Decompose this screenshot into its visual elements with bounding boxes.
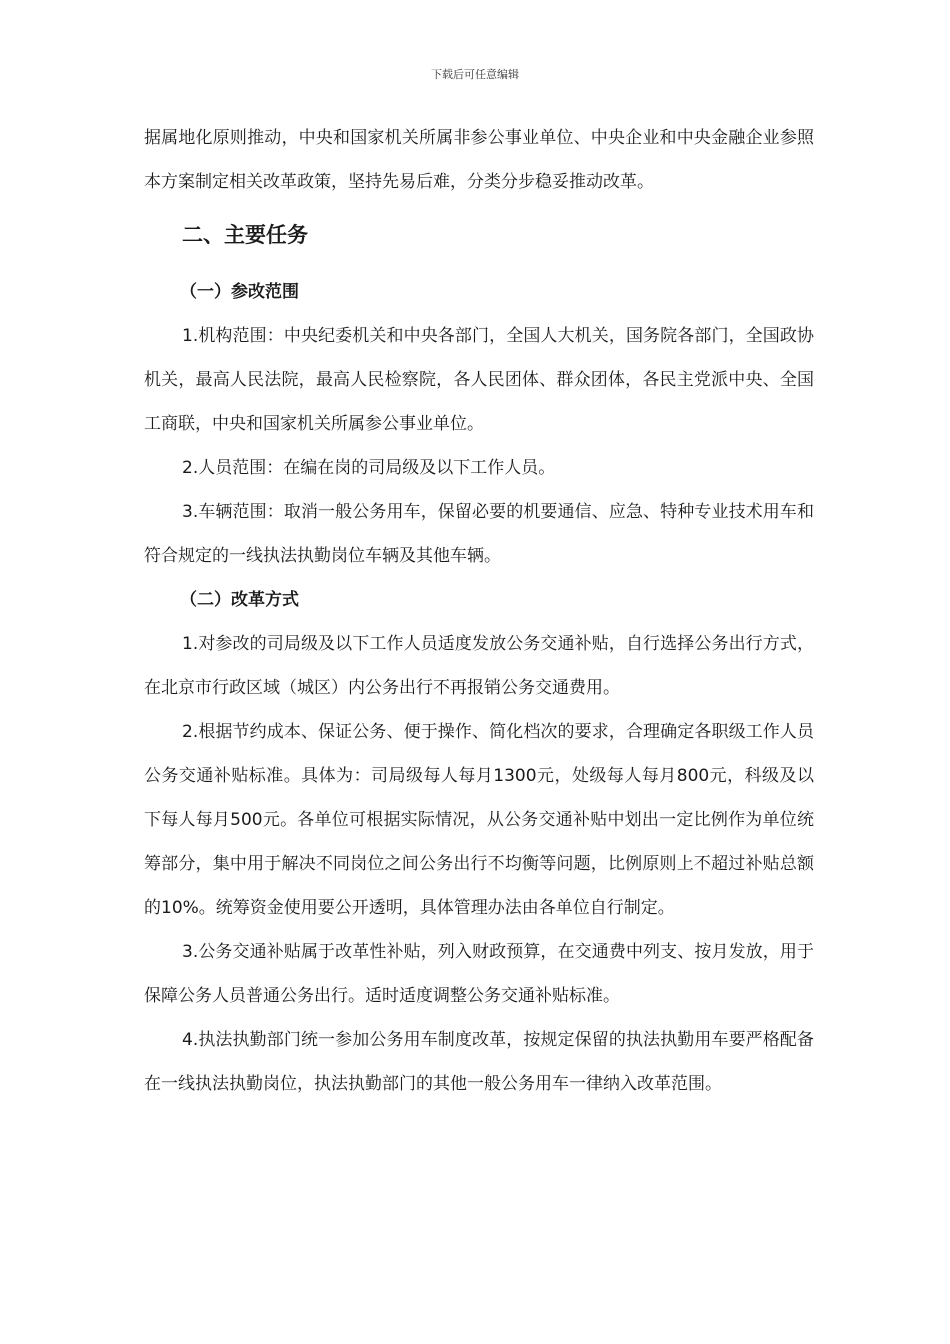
paragraph-vehicle-scope: 3.车辆范围：取消一般公务用车，保留必要的机要通信、应急、特种专业技术用车和符合规定的一线执法执勤岗位车辆及其他车辆。 xyxy=(144,502,814,566)
paragraph-subsidy-budget: 3.公务交通补贴属于改革性补贴，列入财政预算，在交通费中列支、按月发放，用于保障公务人员普通公务出行。适时适度调整公务交通补贴标准。 xyxy=(144,942,814,1006)
section-heading-main-tasks: 二、主要任务 xyxy=(182,223,308,247)
paragraph-law-enforcement: 4.执法执勤部门统一参加公务用车制度改革，按规定保留的执法执勤用车要严格配备在一线执法执勤岗位，执法执勤部门的其他一般公务用车一律纳入改革范围。 xyxy=(144,1030,814,1094)
intro-paragraph: 据属地化原则推动，中央和国家机关所属非参公事业单位、中央企业和中央金融企业参照本方案制定相关改革政策，坚持先易后难，分类分步稳妥推动改革。 xyxy=(144,128,814,192)
paragraph-subsidy-standards: 2.根据节约成本、保证公务、便于操作、简化档次的要求，合理确定各职级工作人员公务交通补贴标准。具体为：司局级每人每月1300元，处级每人每月800元，科级及以下每人每月500元。各单位可根据实际情况，从公务交通补贴中划出一定比例作为单位统筹部分，集中用于解决不同岗位之间公务出行不均衡等问题，比例原则上不超过补贴总额的10%。统筹资金使用要公开透明，具体管理办法由各单位自行制定。 xyxy=(144,722,814,918)
subheading-reform-method: （二）改革方式 xyxy=(180,590,299,610)
page-header: 下载后可任意编辑 xyxy=(431,68,519,81)
document-body xyxy=(144,116,814,1106)
paragraph-agency-scope: 1.机构范围：中央纪委机关和中央各部门，全国人大机关，国务院各部门，全国政协机关，最高人民法院，最高人民检察院，各人民团体、群众团体，各民主党派中央、全国工商联，中央和国家机关所属参公事业单位。 xyxy=(144,326,814,434)
subheading-scope: （一）参改范围 xyxy=(180,282,299,302)
paragraph-personnel-scope: 2.人员范围：在编在岗的司局级及以下工作人员。 xyxy=(182,458,556,478)
paragraph-subsidy-issuance: 1.对参改的司局级及以下工作人员适度发放公务交通补贴，自行选择公务出行方式，在北京市行政区域（城区）内公务出行不再报销公务交通费用。 xyxy=(144,634,814,698)
